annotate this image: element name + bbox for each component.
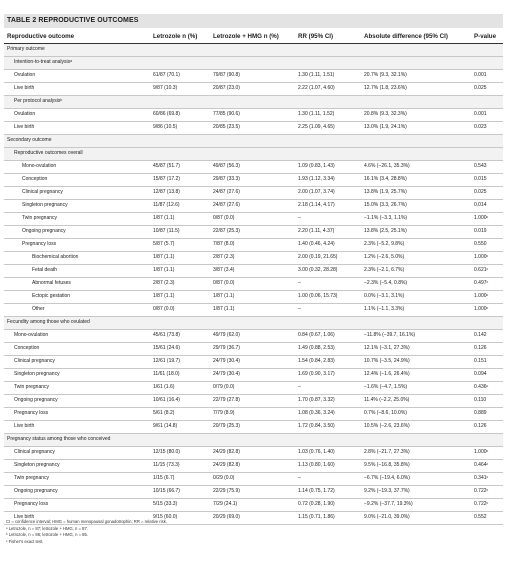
outcome-cell: Singleton pregnancy	[4, 200, 150, 213]
rr-cell: 1.93 (1.12, 3.34)	[295, 174, 361, 187]
p-value-cell: 0.621ᶜ	[471, 265, 503, 278]
letrozole-hmg-cell: 22/79 (27.8)	[210, 395, 295, 408]
letrozole-cell: 9/61 (14.8)	[150, 421, 210, 434]
absolute-difference-cell: −1.1% (−3.3, 1.1%)	[361, 213, 471, 226]
table-row	[4, 395, 503, 408]
letrozole-hmg-cell: 49/87 (56.3)	[210, 161, 295, 174]
rr-cell: 1.14 (0.75, 1.72)	[295, 486, 361, 499]
letrozole-cell: 9/87 (10.3)	[150, 83, 210, 96]
footnote-a: ᵃ Letrozole, n = 87; letrozole + HMG, n = 87.	[6, 525, 88, 531]
letrozole-hmg-cell: 20/29 (69.0)	[210, 512, 295, 525]
absolute-difference-cell: −11.8% (−39.7, 16.1%)	[361, 330, 471, 343]
letrozole-cell: 10/15 (66.7)	[150, 486, 210, 499]
section-label: Fecundity among those who ovulated	[4, 317, 503, 330]
table-row	[4, 304, 503, 317]
table-row	[4, 382, 503, 395]
table-row	[4, 421, 503, 434]
absolute-difference-cell: 13.8% (2.5, 25.1%)	[361, 226, 471, 239]
section-header-row	[4, 148, 503, 161]
col-header-letrozole: Letrozole n (%)	[150, 30, 210, 44]
letrozole-hmg-cell: 24/87 (27.6)	[210, 200, 295, 213]
letrozole-hmg-cell: 24/79 (30.4)	[210, 369, 295, 382]
letrozole-cell: 1/87 (1.1)	[150, 265, 210, 278]
letrozole-cell: 0/87 (0.0)	[150, 304, 210, 317]
p-value-cell: 1.000ᶜ	[471, 213, 503, 226]
table-row	[4, 200, 503, 213]
p-value-cell: 0.543	[471, 161, 503, 174]
letrozole-cell: 12/61 (19.7)	[150, 356, 210, 369]
letrozole-cell: 1/87 (1.1)	[150, 213, 210, 226]
letrozole-hmg-cell: 24/29 (82.8)	[210, 447, 295, 460]
letrozole-hmg-cell: 24/87 (27.6)	[210, 187, 295, 200]
table-row	[4, 278, 503, 291]
section-header-row	[4, 96, 503, 109]
p-value-cell: 0.094	[471, 369, 503, 382]
table-row	[4, 460, 503, 473]
rr-cell: 1.03 (0.76, 1.40)	[295, 447, 361, 460]
letrozole-hmg-cell: 1/87 (1.1)	[210, 291, 295, 304]
letrozole-cell: 11/15 (73.3)	[150, 460, 210, 473]
table-row	[4, 291, 503, 304]
rr-cell: 1.54 (0.84, 2.83)	[295, 356, 361, 369]
rr-cell: 1.69 (0.90, 3.17)	[295, 369, 361, 382]
absolute-difference-cell: 4.6% (−26.1, 35.3%)	[361, 161, 471, 174]
table-body	[4, 44, 503, 525]
rr-cell: 2.22 (1.07, 4.60)	[295, 83, 361, 96]
table-row	[4, 499, 503, 512]
outcome-cell: Mono-ovulation	[4, 161, 150, 174]
letrozole-cell: 60/86 (69.8)	[150, 109, 210, 122]
rr-cell: –	[295, 304, 361, 317]
letrozole-hmg-cell: 7/29 (24.1)	[210, 499, 295, 512]
p-value-cell: 0.014	[471, 200, 503, 213]
outcomes-table	[4, 30, 503, 525]
rr-cell: –	[295, 473, 361, 486]
footnote-b: ᵇ Letrozole, n = 86; letrozole + HMG, n = 85.	[6, 532, 89, 538]
table-row	[4, 408, 503, 421]
p-value-cell: 0.151	[471, 356, 503, 369]
letrozole-hmg-cell: 24/29 (82.8)	[210, 460, 295, 473]
col-header-rr: RR (95% CI)	[295, 30, 361, 44]
col-header-outcome: Reproductive outcome	[4, 30, 150, 44]
letrozole-hmg-cell: 79/87 (90.8)	[210, 70, 295, 83]
letrozole-hmg-cell: 0/87 (0.0)	[210, 213, 295, 226]
rr-cell: 3.00 (0.32, 28.28)	[295, 265, 361, 278]
absolute-difference-cell: 13.0% (1.9, 24.1%)	[361, 122, 471, 135]
letrozole-hmg-cell: 20/79 (25.3)	[210, 421, 295, 434]
rr-cell: 1.40 (0.46, 4.24)	[295, 239, 361, 252]
letrozole-hmg-cell: 3/87 (3.4)	[210, 265, 295, 278]
absolute-difference-cell: 9.0% (−21.0, 39.0%)	[361, 512, 471, 525]
letrozole-hmg-cell: 22/87 (25.3)	[210, 226, 295, 239]
outcome-cell: Clinical pregnancy	[4, 356, 150, 369]
table-row	[4, 447, 503, 460]
header-row	[4, 30, 503, 44]
table-row	[4, 252, 503, 265]
p-value-cell: 1.000ᶜ	[471, 304, 503, 317]
p-value-cell: 1.000ᶜ	[471, 291, 503, 304]
letrozole-cell: 9/15 (60.0)	[150, 512, 210, 525]
letrozole-hmg-cell: 0/87 (0.0)	[210, 278, 295, 291]
outcome-cell: Ongoing pregnancy	[4, 486, 150, 499]
table-row	[4, 356, 503, 369]
table-row	[4, 369, 503, 382]
letrozole-hmg-cell: 2/87 (2.3)	[210, 252, 295, 265]
p-value-cell: 0.552	[471, 512, 503, 525]
letrozole-cell: 15/87 (17.2)	[150, 174, 210, 187]
absolute-difference-cell: −9.2% (−37.7, 19.3%)	[361, 499, 471, 512]
rr-cell: 1.08 (0.36, 3.24)	[295, 408, 361, 421]
rr-cell: 0.84 (0.67, 1.06)	[295, 330, 361, 343]
outcome-cell: Clinical pregnancy	[4, 447, 150, 460]
letrozole-cell: 5/87 (5.7)	[150, 239, 210, 252]
outcome-cell: Singleton pregnancy	[4, 369, 150, 382]
absolute-difference-cell: 15.0% (3.3, 26.7%)	[361, 200, 471, 213]
absolute-difference-cell: 11.4% (−2.2, 25.0%)	[361, 395, 471, 408]
p-value-cell: 0.497ᶜ	[471, 278, 503, 291]
outcome-cell: Conception	[4, 343, 150, 356]
table-row	[4, 122, 503, 135]
absolute-difference-cell: 12.4% (−1.6, 26.4%)	[361, 369, 471, 382]
rr-cell: 2.25 (1.09, 4.65)	[295, 122, 361, 135]
table-row	[4, 213, 503, 226]
p-value-cell: 0.019	[471, 226, 503, 239]
p-value-cell: 0.025	[471, 187, 503, 200]
letrozole-hmg-cell: 24/79 (30.4)	[210, 356, 295, 369]
rr-cell: 1.30 (1.11, 1.52)	[295, 109, 361, 122]
p-value-cell: 0.001	[471, 109, 503, 122]
letrozole-cell: 9/86 (10.5)	[150, 122, 210, 135]
outcome-cell: Live birth	[4, 421, 150, 434]
section-header-row	[4, 434, 503, 447]
absolute-difference-cell: 0.0% (−3.1, 3.1%)	[361, 291, 471, 304]
letrozole-cell: 12/15 (80.0)	[150, 447, 210, 460]
absolute-difference-cell: −6.7% (−19.4, 6.0%)	[361, 473, 471, 486]
absolute-difference-cell: 13.8% (1.9, 25.7%)	[361, 187, 471, 200]
section-label: Intention-to-treat analysisᵃ	[4, 57, 503, 70]
table-row	[4, 187, 503, 200]
rr-cell: 1.72 (0.84, 3.50)	[295, 421, 361, 434]
outcome-cell: Ongoing pregnancy	[4, 395, 150, 408]
absolute-difference-cell: 9.2% (−19.3, 37.7%)	[361, 486, 471, 499]
letrozole-cell: 5/15 (33.3)	[150, 499, 210, 512]
letrozole-cell: 2/87 (2.3)	[150, 278, 210, 291]
letrozole-hmg-cell: 77/85 (90.6)	[210, 109, 295, 122]
table-row	[4, 486, 503, 499]
rr-cell: 0.72 (0.28, 1.90)	[295, 499, 361, 512]
rr-cell: 2.00 (1.07, 3.74)	[295, 187, 361, 200]
rr-cell: 2.18 (1.14, 4.17)	[295, 200, 361, 213]
outcome-cell: Clinical pregnancy	[4, 187, 150, 200]
letrozole-hmg-cell: 20/85 (23.5)	[210, 122, 295, 135]
section-label: Secondary outcome	[4, 135, 503, 148]
letrozole-cell: 1/61 (1.6)	[150, 382, 210, 395]
rr-cell: –	[295, 278, 361, 291]
letrozole-hmg-cell: 0/29 (0.0)	[210, 473, 295, 486]
outcome-cell: Twin pregnancy	[4, 473, 150, 486]
absolute-difference-cell: −1.6% (−4.7, 1.5%)	[361, 382, 471, 395]
rr-cell: 1.49 (0.88, 2.53)	[295, 343, 361, 356]
p-value-cell: 0.889	[471, 408, 503, 421]
rr-cell: 1.15 (0.71, 1.86)	[295, 512, 361, 525]
outcome-cell: Ovulation	[4, 70, 150, 83]
absolute-difference-cell: 2.8% (−21.7, 27.3%)	[361, 447, 471, 460]
letrozole-cell: 1/87 (1.1)	[150, 252, 210, 265]
table-row	[4, 174, 503, 187]
section-header-row	[4, 44, 503, 57]
letrozole-hmg-cell: 0/79 (0.0)	[210, 382, 295, 395]
p-value-cell: 0.110	[471, 395, 503, 408]
letrozole-cell: 5/61 (8.2)	[150, 408, 210, 421]
absolute-difference-cell: 10.7% (−3.5, 24.9%)	[361, 356, 471, 369]
letrozole-cell: 11/87 (12.6)	[150, 200, 210, 213]
p-value-cell: 0.464ᶜ	[471, 460, 503, 473]
p-value-cell: 1.000ᶜ	[471, 252, 503, 265]
letrozole-cell: 61/87 (70.1)	[150, 70, 210, 83]
letrozole-hmg-cell: 20/87 (23.0)	[210, 83, 295, 96]
section-label: Primary outcome	[4, 44, 503, 57]
absolute-difference-cell: 16.1% (3.4, 28.8%)	[361, 174, 471, 187]
outcome-cell: Live birth	[4, 512, 150, 525]
table-row	[4, 330, 503, 343]
section-header-row	[4, 57, 503, 70]
col-header-p-value: P-value	[471, 30, 503, 44]
table-row	[4, 161, 503, 174]
letrozole-cell: 45/61 (73.8)	[150, 330, 210, 343]
section-header-row	[4, 135, 503, 148]
letrozole-hmg-cell: 7/87 (8.0)	[210, 239, 295, 252]
outcome-cell: Pregnancy loss	[4, 239, 150, 252]
footnotes	[6, 519, 501, 545]
outcome-cell: Ovulation	[4, 109, 150, 122]
p-value-cell: 0.023	[471, 122, 503, 135]
letrozole-cell: 10/87 (11.5)	[150, 226, 210, 239]
absolute-difference-cell: 10.5% (−2.6, 23.6%)	[361, 421, 471, 434]
absolute-difference-cell: 2.3% (−5.2, 9.8%)	[361, 239, 471, 252]
outcome-cell: Abnormal fetuses	[4, 278, 150, 291]
letrozole-hmg-cell: 1/87 (1.1)	[210, 304, 295, 317]
p-value-cell: 0.722ᶜ	[471, 486, 503, 499]
section-label: Pregnancy status among those who conceived	[4, 434, 503, 447]
col-header-absolute-difference: Absolute difference (95% CI)	[361, 30, 471, 44]
table-row	[4, 226, 503, 239]
absolute-difference-cell: 0.7% (−8.6, 10.0%)	[361, 408, 471, 421]
letrozole-hmg-cell: 22/29 (75.9)	[210, 486, 295, 499]
p-value-cell: 0.126	[471, 421, 503, 434]
letrozole-cell: 45/87 (51.7)	[150, 161, 210, 174]
p-value-cell: 0.001	[471, 70, 503, 83]
table-row	[4, 83, 503, 96]
absolute-difference-cell: 1.2% (−2.6, 5.0%)	[361, 252, 471, 265]
letrozole-hmg-cell: 49/79 (62.0)	[210, 330, 295, 343]
footnote-abbreviations: CI = confidence interval; HMG = human menopausal gonadotrophin; RR = relative risk.	[6, 519, 167, 524]
section-label: Per protocol analysisᵇ	[4, 96, 503, 109]
table-row	[4, 70, 503, 83]
p-value-cell: 0.341ᶜ	[471, 473, 503, 486]
p-value-cell: 0.142	[471, 330, 503, 343]
outcome-cell: Ectopic gestation	[4, 291, 150, 304]
letrozole-hmg-cell: 29/87 (33.3)	[210, 174, 295, 187]
rr-cell: –	[295, 213, 361, 226]
absolute-difference-cell: 20.7% (9.3, 32.1%)	[361, 70, 471, 83]
outcome-cell: Ongoing pregnancy	[4, 226, 150, 239]
p-value-cell: 0.722ᶜ	[471, 499, 503, 512]
rr-cell: –	[295, 382, 361, 395]
outcome-cell: Twin pregnancy	[4, 382, 150, 395]
rr-cell: 1.70 (0.87, 3.32)	[295, 395, 361, 408]
letrozole-hmg-cell: 7/79 (8.9)	[210, 408, 295, 421]
letrozole-cell: 10/61 (16.4)	[150, 395, 210, 408]
footnote-c: ᶜ Fisher's exact test.	[6, 538, 44, 544]
outcome-cell: Mono-ovulation	[4, 330, 150, 343]
absolute-difference-cell: 9.5% (−16.8, 35.8%)	[361, 460, 471, 473]
absolute-difference-cell: 1.1% (−1.1, 3.3%)	[361, 304, 471, 317]
p-value-cell: 0.436ᶜ	[471, 382, 503, 395]
table-row	[4, 265, 503, 278]
p-value-cell: 0.126	[471, 343, 503, 356]
absolute-difference-cell: −2.3% (−5.4, 0.8%)	[361, 278, 471, 291]
p-value-cell: 1.000ᶜ	[471, 447, 503, 460]
outcome-cell: Twin pregnancy	[4, 213, 150, 226]
outcome-cell: Other	[4, 304, 150, 317]
outcome-cell: Live birth	[4, 83, 150, 96]
rr-cell: 2.20 (1.11, 4.37)	[295, 226, 361, 239]
col-header-letrozole-hmg: Letrozole + HMG n (%)	[210, 30, 295, 44]
p-value-cell: 0.025	[471, 83, 503, 96]
p-value-cell: 0.550	[471, 239, 503, 252]
section-header-row	[4, 317, 503, 330]
letrozole-cell: 1/87 (1.1)	[150, 291, 210, 304]
letrozole-cell: 11/61 (18.0)	[150, 369, 210, 382]
rr-cell: 1.13 (0.80, 1.60)	[295, 460, 361, 473]
table-row	[4, 473, 503, 486]
outcome-cell: Singleton pregnancy	[4, 460, 150, 473]
p-value-cell: 0.015	[471, 174, 503, 187]
outcome-cell: Pregnancy loss	[4, 499, 150, 512]
table-title: TABLE 2 REPRODUCTIVE OUTCOMES	[4, 14, 503, 28]
absolute-difference-cell: 12.1% (−3.1, 27.3%)	[361, 343, 471, 356]
section-label: Reproductive outcomes overall	[4, 148, 503, 161]
outcome-cell: Fetal death	[4, 265, 150, 278]
rr-cell: 1.00 (0.06, 15.73)	[295, 291, 361, 304]
outcome-cell: Live birth	[4, 122, 150, 135]
rr-cell: 1.30 (1.11, 1.51)	[295, 70, 361, 83]
table-row	[4, 343, 503, 356]
absolute-difference-cell: 12.7% (1.8, 23.6%)	[361, 83, 471, 96]
rr-cell: 2.00 (0.19, 21.65)	[295, 252, 361, 265]
outcome-cell: Biochemical abortion	[4, 252, 150, 265]
letrozole-cell: 12/87 (13.8)	[150, 187, 210, 200]
letrozole-hmg-cell: 29/79 (36.7)	[210, 343, 295, 356]
absolute-difference-cell: 20.8% (9.3, 32.3%)	[361, 109, 471, 122]
letrozole-cell: 1/15 (6.7)	[150, 473, 210, 486]
table-row	[4, 109, 503, 122]
table-row	[4, 239, 503, 252]
outcome-cell: Pregnancy loss	[4, 408, 150, 421]
outcome-cell: Conception	[4, 174, 150, 187]
absolute-difference-cell: 2.3% (−2.1, 6.7%)	[361, 265, 471, 278]
letrozole-cell: 15/61 (24.6)	[150, 343, 210, 356]
rr-cell: 1.09 (0.83, 1.43)	[295, 161, 361, 174]
